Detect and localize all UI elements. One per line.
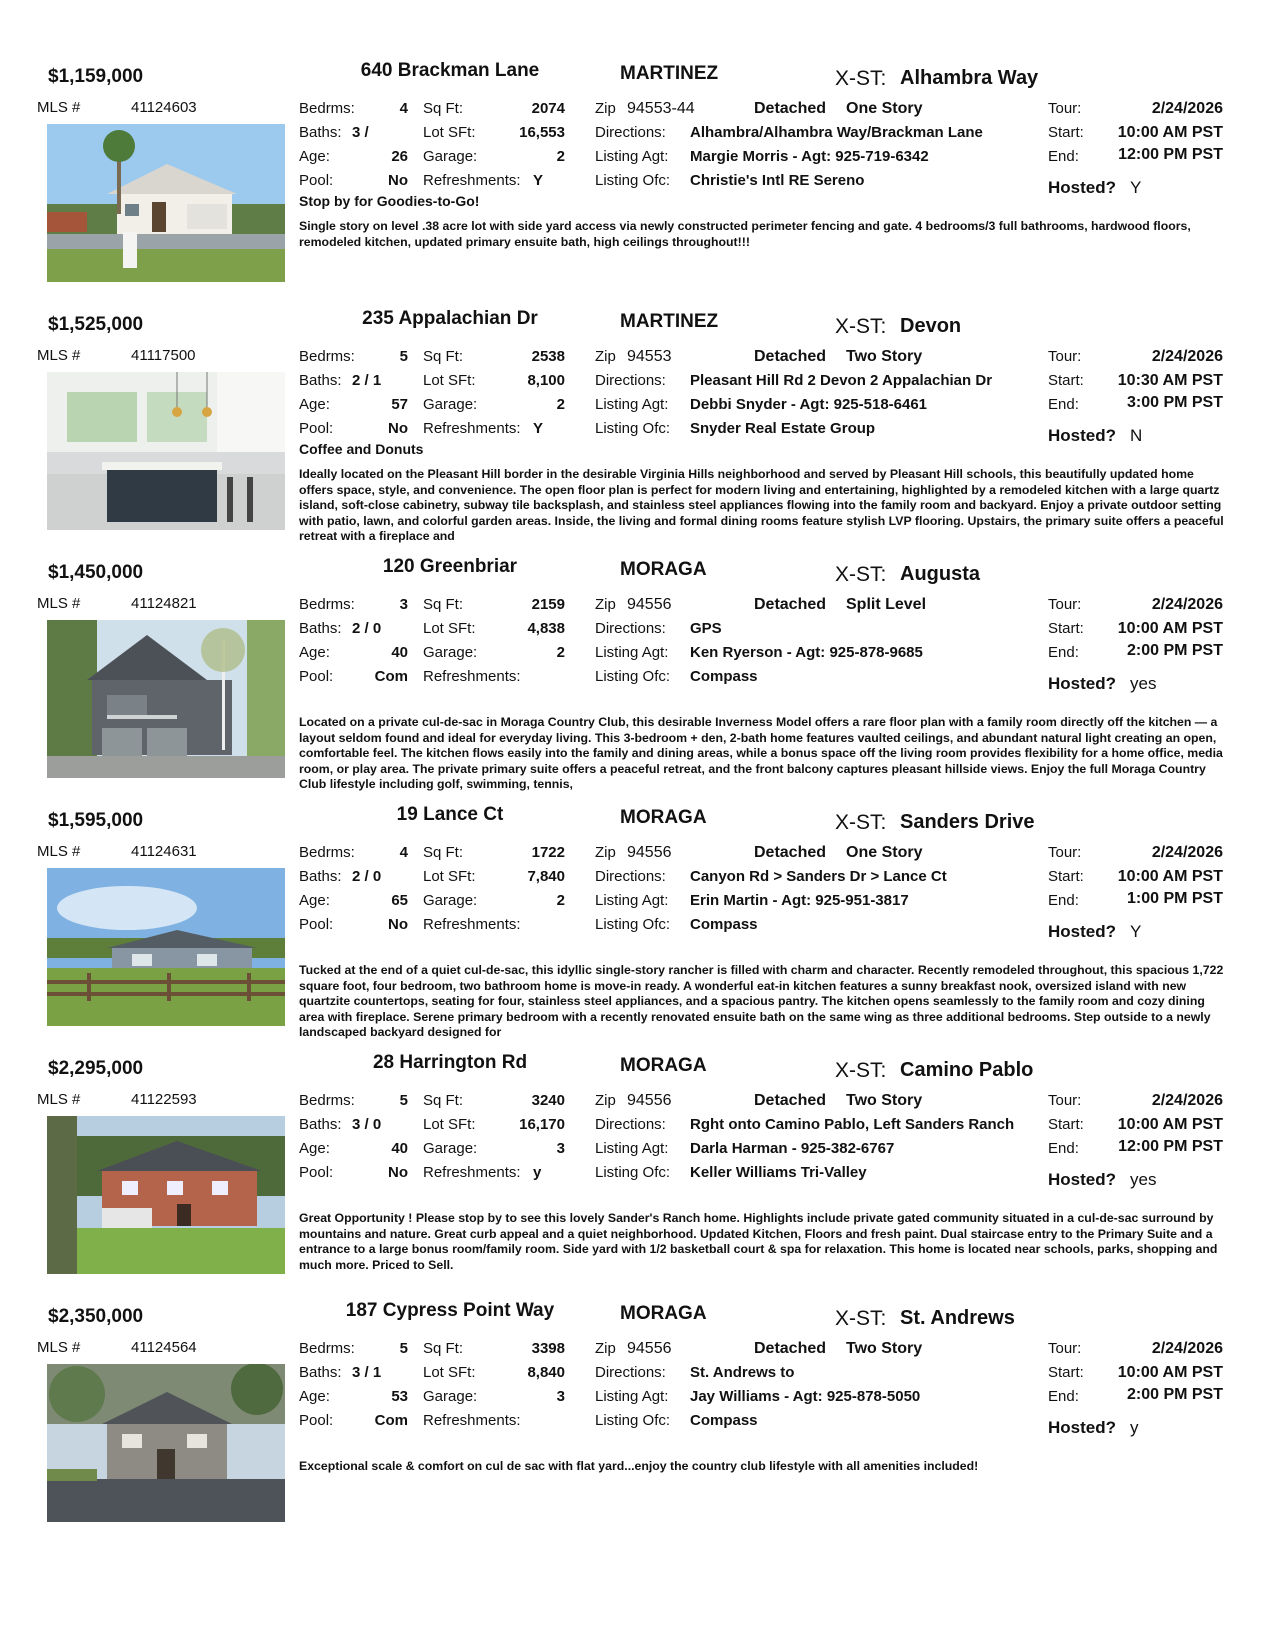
- pool-value: No: [388, 420, 408, 437]
- lot-sqft-label: Lot SFt:: [423, 124, 476, 141]
- age-value: 40: [391, 644, 408, 661]
- mls-label: MLS #: [37, 347, 81, 364]
- start-label: Start:: [1048, 868, 1084, 885]
- listing-agent-value: Ken Ryerson - Agt: 925-878-9685: [690, 644, 923, 661]
- refreshments-label: Refreshments:: [423, 916, 521, 933]
- lot-sqft-label: Lot SFt:: [423, 1116, 476, 1133]
- lot-sqft-label: Lot SFt:: [423, 620, 476, 637]
- mls-number: 41122593: [131, 1091, 197, 1108]
- listing-card: [0, 304, 1275, 552]
- refreshments-label: Refreshments:: [423, 1164, 521, 1181]
- directions-label: Directions:: [595, 124, 666, 141]
- listing-description: Tucked at the end of a quiet cul-de-sac, this idyllic single-story rancher is filled with charm and character. Recently remodeled throughout, this spacious 1,722 square foot, four bedroom, two bathroom home is move-in ready. A wonderful eat-in kitchen features a sunny breakfast nook, oversized island with new quartzite countertops, seating for four, stainless steel appliances, and a spacious pantry. The kitchen opens seamlessly to the family room and cozy dining area with fireplace. Serene primary bedroom with a recently renovated ensuite bath on the same wing as three additional bedrooms. Step outside to a newly landscaped backyard designed for: [299, 963, 1224, 1039]
- pool-value: Com: [374, 1412, 408, 1429]
- listing-card: [0, 1296, 1275, 1544]
- property-photo: [47, 1364, 285, 1522]
- age-value: 26: [391, 148, 408, 165]
- listing-price: $1,159,000: [48, 66, 144, 87]
- cross-street-label: X-ST:: [835, 67, 887, 90]
- tour-date: 2/24/2026: [1151, 596, 1223, 613]
- cross-street: St. Andrews: [900, 1307, 1015, 1329]
- listing-card: [0, 800, 1275, 1048]
- start-label: Start:: [1048, 620, 1084, 637]
- property-photo: [47, 372, 285, 530]
- baths-value: 2 / 1: [352, 372, 382, 389]
- listing-city: MORAGA: [620, 1055, 707, 1076]
- age-label: Age:: [299, 892, 330, 909]
- listing-card: [0, 56, 1275, 304]
- end-time: 2:00 PM PST: [1126, 642, 1223, 659]
- property-photo: [47, 620, 285, 778]
- garage-value: 2: [556, 396, 565, 413]
- cross-street: Camino Pablo: [900, 1059, 1034, 1081]
- hosted-label: Hosted?: [1048, 426, 1116, 445]
- property-type: Detached: [754, 348, 827, 365]
- garage-label: Garage:: [423, 1140, 478, 1157]
- garage-value: 3: [556, 1388, 565, 1405]
- directions-label: Directions:: [595, 868, 666, 885]
- sqft-value: 3240: [531, 1092, 565, 1109]
- listing-agent-label: Listing Agt:: [595, 892, 669, 909]
- directions-value: Canyon Rd > Sanders Dr > Lance Ct: [690, 868, 947, 885]
- age-label: Age:: [299, 396, 330, 413]
- sqft-label: Sq Ft:: [423, 596, 464, 613]
- property-style: Two Story: [846, 1092, 923, 1109]
- property-style: One Story: [846, 844, 923, 861]
- listing-agent-label: Listing Agt:: [595, 1388, 669, 1405]
- lot-sqft-value: 7,840: [527, 868, 565, 885]
- garage-value: 2: [556, 148, 565, 165]
- refreshments-value: y: [533, 1164, 542, 1181]
- property-type: Detached: [754, 1340, 827, 1357]
- property-type: Detached: [754, 596, 827, 613]
- bedrooms-label: Bedrms:: [299, 1340, 355, 1357]
- property-photo: [47, 868, 285, 1026]
- lot-sqft-value: 8,100: [527, 372, 565, 389]
- baths-label: Baths:: [299, 124, 342, 141]
- hosted-value: Y: [1130, 178, 1142, 197]
- tour-date: 2/24/2026: [1151, 1092, 1223, 1109]
- cross-street-label: X-ST:: [835, 1307, 887, 1330]
- listing-office-label: Listing Ofc:: [595, 172, 671, 189]
- baths-label: Baths:: [299, 372, 342, 389]
- refreshments-label: Refreshments:: [423, 1412, 521, 1429]
- listing-address: 120 Greenbriar: [382, 556, 518, 577]
- cross-street-label: X-ST:: [835, 563, 887, 586]
- zip-value: 94556: [627, 1092, 672, 1109]
- start-time: 10:00 AM PST: [1117, 620, 1223, 637]
- zip-value: 94556: [627, 1340, 672, 1357]
- start-time: 10:30 AM PST: [1117, 372, 1223, 389]
- property-style: Two Story: [846, 348, 923, 365]
- end-label: End:: [1048, 148, 1079, 165]
- listing-agent-label: Listing Agt:: [595, 1140, 669, 1157]
- listing-description: Located on a private cul-de-sac in Moraga Country Club, this desirable Inverness Model offers a rare floor plan with a family room directly off the kitchen — a layout seldom found and ideal for everyday living. This 3-bedroom + den, 2-bath home features vaulted ceilings, and abundant natural light creating an open, comfortable feel. The kitchen flows easily into the family and dining areas, while a bonus space off the living room provides flexibility for a home office, media room, or play area. The private primary suite offers a peaceful retreat, and the front balcony captures pleasant hillside views. Enjoy the full Moraga Country Club lifestyle including golf, swimming, tennis,: [299, 715, 1223, 791]
- hosted-value: N: [1130, 426, 1143, 445]
- bedrooms-label: Bedrms:: [299, 1092, 355, 1109]
- listing-office-label: Listing Ofc:: [595, 916, 671, 933]
- property-type: Detached: [754, 844, 827, 861]
- refreshments-label: Refreshments:: [423, 172, 521, 189]
- age-label: Age:: [299, 1388, 330, 1405]
- start-time: 10:00 AM PST: [1117, 124, 1223, 141]
- pool-label: Pool:: [299, 420, 334, 437]
- age-label: Age:: [299, 644, 330, 661]
- property-photo: [47, 124, 285, 282]
- cross-street: Augusta: [900, 563, 980, 585]
- lot-sqft-value: 16,553: [519, 124, 565, 141]
- pool-value: No: [388, 172, 408, 189]
- listing-office-value: Compass: [690, 668, 758, 685]
- pool-label: Pool:: [299, 172, 334, 189]
- baths-value: 2 / 0: [352, 868, 382, 885]
- listing-card: [0, 1048, 1275, 1296]
- listing-office-label: Listing Ofc:: [595, 1412, 671, 1429]
- hosted-label: Hosted?: [1048, 1418, 1116, 1437]
- garage-value: 2: [556, 644, 565, 661]
- directions-label: Directions:: [595, 372, 666, 389]
- listing-office-value: Snyder Real Estate Group: [690, 420, 876, 437]
- listing-office-value: Keller Williams Tri-Valley: [690, 1164, 867, 1181]
- lot-sqft-label: Lot SFt:: [423, 1364, 476, 1381]
- bedrooms-value: 4: [399, 844, 408, 861]
- pool-label: Pool:: [299, 1412, 334, 1429]
- listing-city: MARTINEZ: [620, 63, 719, 84]
- cross-street-label: X-ST:: [835, 315, 887, 338]
- listing-card: [0, 552, 1275, 800]
- refreshments-label: Refreshments:: [423, 668, 521, 685]
- directions-value: Rght onto Camino Pablo, Left Sanders Ranch: [690, 1116, 1015, 1133]
- bedrooms-value: 5: [399, 1092, 408, 1109]
- baths-value: 3 /: [352, 124, 369, 141]
- directions-label: Directions:: [595, 1364, 666, 1381]
- cross-street-label: X-ST:: [835, 811, 887, 834]
- property-style: Split Level: [846, 596, 927, 613]
- tour-label: Tour:: [1048, 348, 1082, 365]
- hosted-value: y: [1130, 1418, 1139, 1437]
- listing-city: MARTINEZ: [620, 311, 719, 332]
- hosted-value: Y: [1130, 922, 1142, 941]
- age-value: 40: [391, 1140, 408, 1157]
- bedrooms-label: Bedrms:: [299, 596, 355, 613]
- garage-label: Garage:: [423, 396, 478, 413]
- directions-label: Directions:: [595, 1116, 666, 1133]
- property-style: One Story: [846, 100, 923, 117]
- mls-number: 41124603: [131, 99, 197, 116]
- tour-label: Tour:: [1048, 844, 1082, 861]
- listing-agent-value: Margie Morris - Agt: 925-719-6342: [690, 148, 929, 165]
- sqft-label: Sq Ft:: [423, 348, 464, 365]
- zip-label: Zip: [595, 100, 616, 117]
- end-time: 12:00 PM PST: [1118, 1138, 1223, 1155]
- start-label: Start:: [1048, 124, 1084, 141]
- zip-label: Zip: [595, 1092, 616, 1109]
- lot-sqft-label: Lot SFt:: [423, 372, 476, 389]
- listing-office-value: Compass: [690, 916, 758, 933]
- age-value: 65: [391, 892, 408, 909]
- zip-label: Zip: [595, 844, 616, 861]
- listing-office-value: Christie's Intl RE Sereno: [690, 172, 865, 189]
- listing-agent-value: Darla Harman - 925-382-6767: [690, 1140, 895, 1157]
- tour-date: 2/24/2026: [1151, 100, 1223, 117]
- lot-sqft-value: 4,838: [527, 620, 565, 637]
- listing-price: $1,595,000: [48, 810, 144, 831]
- listing-agent-label: Listing Agt:: [595, 148, 669, 165]
- property-type: Detached: [754, 100, 827, 117]
- bedrooms-value: 5: [399, 1340, 408, 1357]
- baths-label: Baths:: [299, 620, 342, 637]
- refreshments-value: Y: [533, 420, 544, 437]
- pool-value: No: [388, 1164, 408, 1181]
- listing-office-label: Listing Ofc:: [595, 1164, 671, 1181]
- property-style: Two Story: [846, 1340, 923, 1357]
- mls-number: 41124821: [131, 595, 197, 612]
- tour-label: Tour:: [1048, 1092, 1082, 1109]
- listing-agent-value: Debbi Snyder - Agt: 925-518-6461: [690, 396, 928, 413]
- zip-value: 94553-44: [627, 100, 695, 117]
- zip-value: 94556: [627, 596, 672, 613]
- pool-value: No: [388, 916, 408, 933]
- property-type: Detached: [754, 1092, 827, 1109]
- listing-city: MORAGA: [620, 1303, 707, 1324]
- listing-description: Great Opportunity ! Please stop by to see this lovely Sander's Ranch home. Highlights include private gated community situated in a cul-de-sac surround by mountains and nature. Great curb appeal and a quiet neighborhood. Updated Kitchen, Floors and fresh paint. Dual staircase entry to the Primary Suite and a entrance to a large bonus room/family room. Side yard with 1/2 basketball court & spa for relaxation. This home is located near schools, parks, shopping and much more. Priced to Sell.: [299, 1211, 1218, 1272]
- end-time: 2:00 PM PST: [1126, 1386, 1223, 1403]
- sqft-label: Sq Ft:: [423, 844, 464, 861]
- listing-price: $1,450,000: [48, 562, 144, 583]
- baths-value: 3 / 1: [352, 1364, 382, 1381]
- age-value: 53: [391, 1388, 408, 1405]
- end-label: End:: [1048, 1388, 1079, 1405]
- sqft-value: 2074: [531, 100, 565, 117]
- tour-date: 2/24/2026: [1151, 348, 1223, 365]
- baths-label: Baths:: [299, 868, 342, 885]
- lot-sqft-value: 16,170: [519, 1116, 565, 1133]
- listing-agent-value: Jay Williams - Agt: 925-878-5050: [690, 1388, 921, 1405]
- mls-label: MLS #: [37, 99, 81, 116]
- listing-city: MORAGA: [620, 807, 707, 828]
- hosted-label: Hosted?: [1048, 1170, 1116, 1189]
- zip-label: Zip: [595, 596, 616, 613]
- mls-number: 41124564: [131, 1339, 197, 1356]
- mls-number: 41124631: [131, 843, 197, 860]
- end-label: End:: [1048, 892, 1079, 909]
- listing-address: 28 Harrington Rd: [372, 1052, 528, 1073]
- listing-description: Ideally located on the Pleasant Hill border in the desirable Virginia Hills neighborhood and served by Pleasant Hill schools, this beautifully updated home offers space, style, and convenience. The open floor plan is perfect for modern living and entertaining, highlighted by a remodeled kitchen with a large quartz island, soft-close cabinetry, subway tile backsplash, and stainless steel appliances flowing into the family room and backyard. Enjoy a private outdoor setting with patio, lawn, and colorful garden areas. Inside, the living and formal dining rooms feature stylish LVP flooring. Upstairs, the primary suite offers a peaceful retreat with a fireplace and: [299, 467, 1224, 543]
- tour-label: Tour:: [1048, 596, 1082, 613]
- listing-agent-label: Listing Agt:: [595, 396, 669, 413]
- tour-label: Tour:: [1048, 1340, 1082, 1357]
- listing-address: 235 Appalachian Dr: [362, 308, 538, 329]
- garage-value: 3: [556, 1140, 565, 1157]
- bedrooms-value: 4: [399, 100, 408, 117]
- sqft-label: Sq Ft:: [423, 100, 464, 117]
- cross-street-label: X-ST:: [835, 1059, 887, 1082]
- tour-date: 2/24/2026: [1151, 1340, 1223, 1357]
- hosted-label: Hosted?: [1048, 674, 1116, 693]
- start-time: 10:00 AM PST: [1117, 868, 1223, 885]
- mls-label: MLS #: [37, 843, 81, 860]
- end-label: End:: [1048, 1140, 1079, 1157]
- lot-sqft-value: 8,840: [527, 1364, 565, 1381]
- listing-office-label: Listing Ofc:: [595, 668, 671, 685]
- listing-agent-label: Listing Agt:: [595, 644, 669, 661]
- cross-street: Devon: [900, 315, 962, 337]
- bedrooms-label: Bedrms:: [299, 100, 355, 117]
- mls-label: MLS #: [37, 1339, 81, 1356]
- garage-label: Garage:: [423, 148, 478, 165]
- zip-value: 94553: [627, 348, 672, 365]
- start-label: Start:: [1048, 1364, 1084, 1381]
- directions-value: St. Andrews to: [690, 1364, 795, 1381]
- sqft-label: Sq Ft:: [423, 1340, 464, 1357]
- listing-address: 19 Lance Ct: [396, 804, 504, 825]
- age-label: Age:: [299, 1140, 330, 1157]
- refreshments-label: Refreshments:: [423, 420, 521, 437]
- listing-headline: Stop by for Goodies-to-Go!: [299, 193, 480, 209]
- listing-price: $2,350,000: [48, 1306, 144, 1327]
- pool-label: Pool:: [299, 668, 334, 685]
- end-label: End:: [1048, 644, 1079, 661]
- bedrooms-label: Bedrms:: [299, 348, 355, 365]
- end-time: 1:00 PM PST: [1126, 890, 1223, 907]
- mls-number: 41117500: [131, 347, 196, 364]
- hosted-label: Hosted?: [1048, 178, 1116, 197]
- zip-label: Zip: [595, 348, 616, 365]
- garage-value: 2: [556, 892, 565, 909]
- directions-value: GPS: [690, 620, 722, 637]
- end-time: 12:00 PM PST: [1118, 146, 1223, 163]
- listing-agent-value: Erin Martin - Agt: 925-951-3817: [690, 892, 909, 909]
- pool-value: Com: [374, 668, 408, 685]
- hosted-value: yes: [1130, 674, 1157, 693]
- start-time: 10:00 AM PST: [1117, 1364, 1223, 1381]
- refreshments-value: Y: [533, 172, 544, 189]
- listing-description: Exceptional scale & comfort on cul de sac with flat yard...enjoy the country club lifestyle with all amenities included!: [299, 1459, 979, 1473]
- cross-street: Alhambra Way: [900, 67, 1039, 89]
- sqft-value: 2538: [531, 348, 565, 365]
- end-time: 3:00 PM PST: [1126, 394, 1223, 411]
- mls-label: MLS #: [37, 595, 81, 612]
- tour-date: 2/24/2026: [1151, 844, 1223, 861]
- start-time: 10:00 AM PST: [1117, 1116, 1223, 1133]
- pool-label: Pool:: [299, 916, 334, 933]
- lot-sqft-label: Lot SFt:: [423, 868, 476, 885]
- start-label: Start:: [1048, 1116, 1084, 1133]
- listing-price: $1,525,000: [48, 314, 144, 335]
- bedrooms-value: 5: [399, 348, 408, 365]
- baths-label: Baths:: [299, 1364, 342, 1381]
- hosted-value: yes: [1130, 1170, 1157, 1189]
- sqft-value: 3398: [531, 1340, 565, 1357]
- directions-value: Pleasant Hill Rd 2 Devon 2 Appalachian Dr: [690, 372, 993, 389]
- listing-city: MORAGA: [620, 559, 707, 580]
- listing-address: 640 Brackman Lane: [360, 60, 540, 81]
- listing-description: Single story on level .38 acre lot with side yard access via newly constructed perimeter fencing and gate. 4 bedrooms/3 full bathrooms, hardwood floors, remodeled kitchen, updated primary ensuite bath, high ceilings throughout!!!: [299, 219, 1191, 249]
- end-label: End:: [1048, 396, 1079, 413]
- sqft-value: 2159: [531, 596, 565, 613]
- bedrooms-label: Bedrms:: [299, 844, 355, 861]
- zip-value: 94556: [627, 844, 672, 861]
- hosted-label: Hosted?: [1048, 922, 1116, 941]
- listing-price: $2,295,000: [48, 1058, 144, 1079]
- cross-street: Sanders Drive: [900, 811, 1035, 833]
- garage-label: Garage:: [423, 644, 478, 661]
- listing-address: 187 Cypress Point Way: [345, 1300, 555, 1321]
- directions-label: Directions:: [595, 620, 666, 637]
- sqft-label: Sq Ft:: [423, 1092, 464, 1109]
- listing-headline: Coffee and Donuts: [299, 441, 424, 457]
- baths-label: Baths:: [299, 1116, 342, 1133]
- bedrooms-value: 3: [399, 596, 408, 613]
- baths-value: 2 / 0: [352, 620, 382, 637]
- listing-office-value: Compass: [690, 1412, 758, 1429]
- mls-label: MLS #: [37, 1091, 81, 1108]
- directions-value: Alhambra/Alhambra Way/Brackman Lane: [690, 124, 983, 141]
- baths-value: 3 / 0: [352, 1116, 382, 1133]
- age-label: Age:: [299, 148, 330, 165]
- garage-label: Garage:: [423, 1388, 478, 1405]
- age-value: 57: [391, 396, 408, 413]
- listing-office-label: Listing Ofc:: [595, 420, 671, 437]
- tour-label: Tour:: [1048, 100, 1082, 117]
- pool-label: Pool:: [299, 1164, 334, 1181]
- sqft-value: 1722: [531, 844, 565, 861]
- start-label: Start:: [1048, 372, 1084, 389]
- zip-label: Zip: [595, 1340, 616, 1357]
- garage-label: Garage:: [423, 892, 478, 909]
- property-photo: [47, 1116, 285, 1274]
